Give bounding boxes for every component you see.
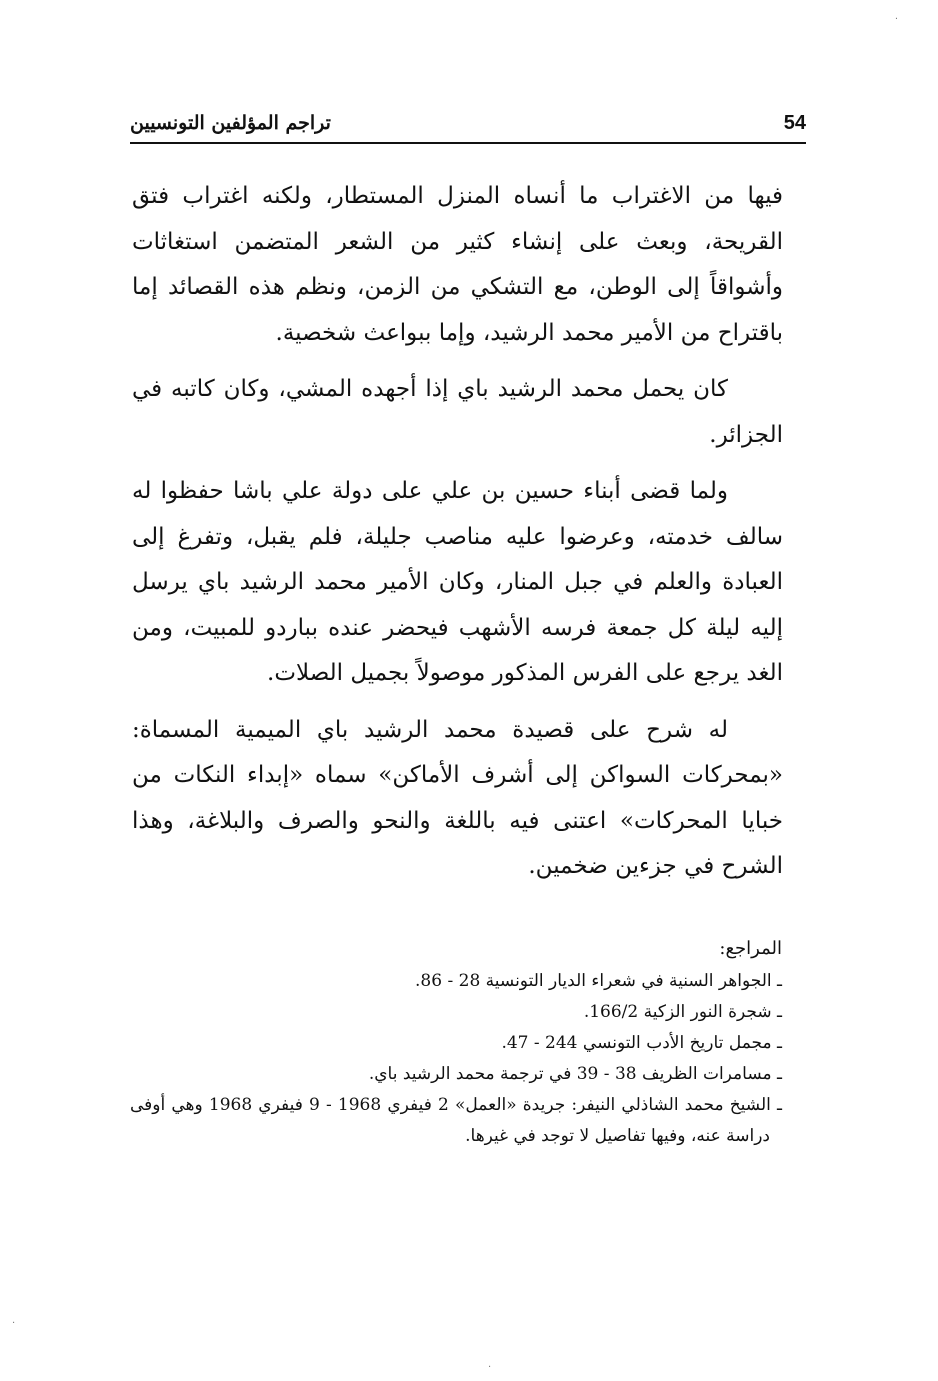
paragraph: فيها من الاغتراب ما أنساه المنزل المستطار، ولكنه اغتراب فتق القريحة، وبعث على إنشاء كثير من الشعر المتضمن استغاثات وأشواقاً إلى الوطن، مع التشكي من الزمن، ونظم هذه القصائد إما باقتراح من الأمير محمد الرشيد، وإما ببواعث شخصية. [132,183,783,346]
running-header [130,108,806,144]
paragraph: له شرح على قصيدة محمد الرشيد باي الميمية المسماة: «بمحركات السواكن إلى أشرف الأماكن» سماه «إبداء النكات من خبايا المحركات» اعتنى فيه باللغة والنحو والصرف والبلاغة، وهذا الشرح في جزءين ضخمين. [132,716,783,879]
reference-item: ـ الجواهر السنية في شعراء الديار التونسية 28 - 86. [130,966,782,997]
body-text [132,174,783,901]
page-number: 54 [783,112,806,134]
references-section [130,933,782,1152]
scan-speck: · [488,1362,492,1373]
references-heading: المراجع: [719,938,782,959]
references-list [130,966,782,1152]
paragraph: كان يحمل محمد الرشيد باي إذا أجهده المشي، وكان كاتبه في الجزائر. [132,376,783,448]
reference-item: ـ مسامرات الظريف 38 - 39 في ترجمة محمد الرشيد باي. [130,1059,782,1090]
paragraph: ولما قضى أبناء حسين بن علي على دولة علي باشا حفظوا له سالف خدمته، وعرضوا عليه مناصب جليلة، فلم يقبل، وتفرغ إلى العبادة والعلم في جبل المنار، وكان الأمير محمد الرشيد باي يرسل إليه ليلة كل جمعة فرسه الأشهب فيحضر عنده بباردو للمبيت، ومن الغد يرجع على الفرس المذكور موصولاً بجميل الصلات. [132,478,783,686]
reference-item: ـ مجمل تاريخ الأدب التونسي 244 - 47. [130,1028,782,1059]
scan-speck: · [12,1318,16,1329]
reference-item: ـ الشيخ محمد الشاذلي النيفر: جريدة «العمل» 2 فيفري 1968 - 9 فيفري 1968 وهي أوفى دراسة عنه، وفيها تفاصيل لا توجد في غيرها. [130,1090,782,1152]
book-title: تراجم المؤلفين التونسيين [130,112,331,134]
reference-item: ـ شجرة النور الزكية 166/2. [130,997,782,1028]
scan-speck: · [894,14,898,25]
